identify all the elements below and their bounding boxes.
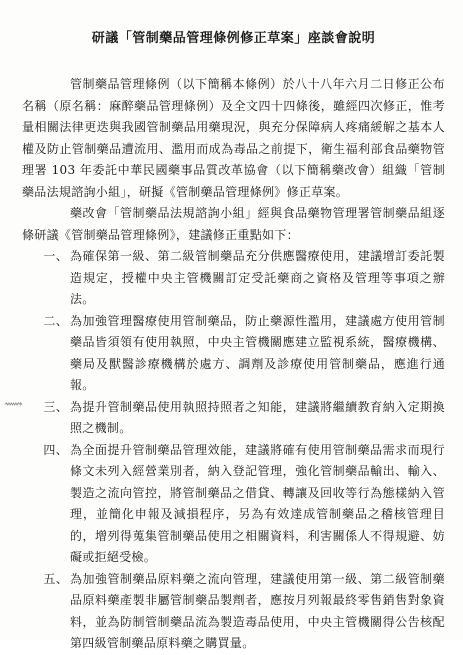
list-item [22, 311, 445, 397]
list-item [22, 397, 445, 440]
amendment-list [22, 246, 445, 655]
document-title: 研議「管制藥品管理條例修正草案」座談會說明 [91, 31, 376, 46]
list-item-number: 四、 [43, 442, 68, 457]
list-item [22, 440, 445, 569]
list-item [22, 569, 445, 655]
list-item-text: 為加強管理醫療使用管制藥品，防止藥源性濫用，建議處方使用管制藥品皆須領有使用執照，中央主管機關應建立監視系統，醫療機構、藥局及獸醫診療機構於處方、調劑及診療使用管制藥品，應進行通報。 [70, 313, 445, 392]
list-item-number: 三、 [43, 399, 68, 414]
list-item-text: 為確保第一級、第二級管制藥品充分供應醫療使用，建議增訂委託製造規定，授權中央主管機關訂定受託藥商之資格及管理等事項之辦法。 [70, 249, 445, 306]
list-item-text: 為加強管制藥品原料藥之流向管理，建議使用第一級、第二級管制藥品原料藥產製非屬管制藥品製劑者，應按月列報最終零售銷售對象資料，並為防制管制藥品流為製造毒品使用，中央主管機關得公告核配第四級管制藥品原料藥之購買量。 [70, 571, 445, 650]
list-item-text: 為全面提升管制藥品管理效能，建議將確有使用管制藥品需求而現行條文未列入經營業別者，納入登記管理，強化管制藥品輸出、輸入、製造之流向管控，將管制藥品之借貸、轉讓及回收等行為態樣納入管理，並簡化申報及減損程序，另為有效達成管制藥品之稽核管理目的，增列得蒐集管制藥品使用之相關資料，利害關係人不得規避、妨礙或拒絕受檢。 [70, 442, 445, 564]
handwritten-margin-mark-icon: ⟿ [4, 397, 23, 412]
list-item-number: 五、 [43, 571, 68, 586]
list-item-text: 為提升管制藥品使用執照持照者之知能，建議將繼續教育納入定期換照之機制。 [70, 399, 445, 435]
list-item [22, 246, 445, 311]
list-item-number: 二、 [43, 313, 68, 328]
intro-paragraph-1: 管制藥品管理條例（以下簡稱本條例）於八十八年六月二日修正公布名稱（原名稱：麻醉藥品管理條例）及全文四十四條後，雖經四次修正，惟考量相關法律更迭與我國管制藥品用藥現況，與充分保障病人疼痛緩解之基本人權及防止管制藥品遭流用、濫用而成為毒品之前提下，衛生福利部食品藥物管理署 103 年委託中華民國藥事品質改革協會（以下簡稱藥改會）組織「管制藥品法規諮詢小組」，研擬《管制藥品管理條例》修正草案。 [22, 77, 445, 199]
list-item-number: 一、 [43, 249, 68, 263]
intro-paragraph-2: 藥改會「管制藥品法規諮詢小組」經與食品藥物管理署管制藥品組逐條研議《管制藥品管理條例》，建議修正重點如下： [22, 206, 445, 242]
